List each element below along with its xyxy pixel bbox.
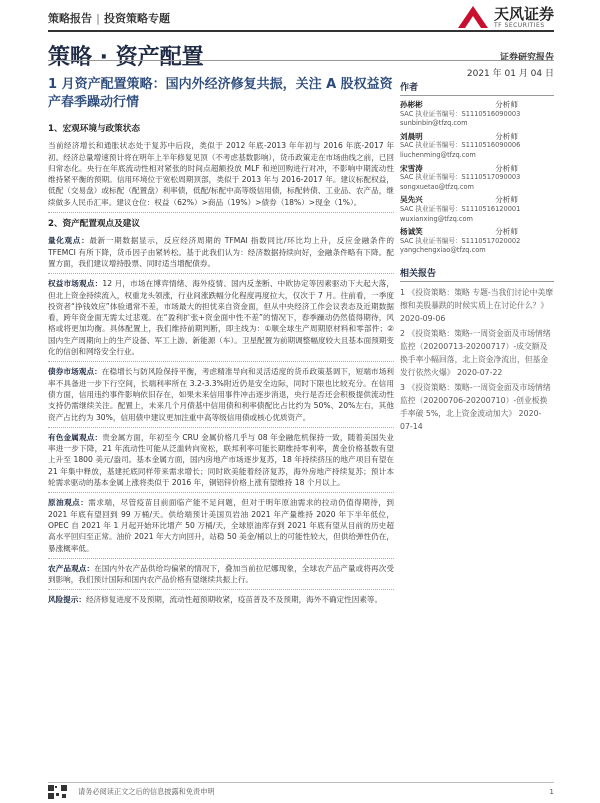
author-entry (400, 164, 554, 193)
lead-bond: 债券市场观点： (48, 367, 102, 377)
related-report-link[interactable]: 2 《投资策略：策略-一周资金面及市场情绪监控（20200713-20200717）-成交额及换手率小幅回落，北上资金净流出，但基金发行依然火爆》 2020-07-22 (400, 328, 551, 377)
text-oil: 需求端，尽管疫苗目前面临产能不足问题，但对于明年原油需求的拉动仍值得期待，到 2021 年底有望回到 99 万桶/天。供给端预计美国页岩油 2021 年产量维持 2020 年下半年低位，OPEC 自 2021 年 1 月起开始环比增产 50 万桶/天，全球原油库存到 2021 年底有望从目前的历史超高水平回归至正常。油价 2021 年大方向回升，站稳 50 美金/桶以上的可能性较大，但供给弹性仍在，暴涨概率低。 (48, 498, 395, 553)
text-agri: 在国内外农产品供给均偏紧的情况下，叠加当前拉尼娜现象，全球农产品产量或将再次受到影响，我们预计国际和国内农产品价格有望继续共振上行。 (48, 563, 395, 585)
author-entry (400, 195, 554, 224)
author-name: 孙彬彬 (400, 100, 423, 109)
page-number: 1 (549, 787, 554, 796)
author-role: 分析师 (495, 195, 518, 205)
text-risk: 经济修复进度不及预期，流动性超预期收紧，疫苗普及不及预期，海外不确定性因素等。 (85, 595, 383, 605)
author-email[interactable]: sunbinbin@tfzq.com (400, 119, 468, 128)
author-role: 分析师 (495, 131, 518, 141)
report-category: 策略报告 | 投资策略专题 (48, 12, 171, 25)
paragraph-equity (48, 278, 394, 357)
related-reports-heading: 相关报告 (400, 266, 554, 282)
paragraph-risk (48, 594, 394, 605)
report-subtitle: 1 月资产配置策略：国内外经济修复共振，关注 A 股权益资产春季躁动行情 (48, 77, 393, 110)
related-report-link[interactable]: 1 《投资策略：策略 专题-当我们讨论中美摩擦和美股暴跌的时候实质上在讨论什么？》 2020-09-06 (400, 287, 554, 323)
report-date: 2021 年 01 月 04 日 (466, 69, 554, 79)
logo-cn: 天风证券 (493, 4, 554, 23)
title-divider (48, 60, 554, 61)
subcategory-label: 投资策略专题 (104, 12, 171, 25)
author-role: 分析师 (495, 227, 518, 237)
lead-risk: 风险提示： (48, 595, 86, 605)
sidebar (400, 80, 554, 435)
tf-securities-logo (456, 4, 554, 30)
author-cert: SAC 执业证书编号：S1110516090006 (400, 141, 521, 150)
text-metals: 贵金属方面，年初至今 CRU 金属价格几乎与 08 年金融危机保持一致，随着美国失业率进一步下降，21 年流动性可能从泛滥转向宽松，联邦利率可能长期维持零利率，黄金价格基数有望上升至 1800 美元/盎司。基本金属方面，国内房地产市场逐步复苏，18 年持续挤压的地产项目有望在 21 年集中释放，基建托底同样带来需求增长；同时欧美能着经济复苏，海外房地产持续复苏；预计本轮需求驱动的基本金属上涨将类似于 2016 年，铜铝锌价格上涨有望维持 18 个月以上。 (48, 432, 395, 488)
author-name: 吴先兴 (400, 195, 423, 205)
section1-text: 当前经济增长和通胀状态处于复苏中后段，类似于 2012 年底-2013 年年初与 2016 年底-2017 年初。经济总量增速预计将在明年上半年修复见顶（不考虑基数影响），货币政策走在市场曲线之前，已回归常态化。央行在年底流动性相对紧张的时间点超额投放 MLF 和逆回购进行对冲，不影响中期流动性维持紧平衡的预期。信用环境位于宽松周期顶部，类似于 2013 年与 2016-2017 年。建议标配权益，低配（交易盘）或标配（配置盘）利率债，低配/标配中高等级信用债，标配转债、工业品、农产品，继续做多人民币汇率。建议仓位：权益（62%）>商品（19%）>债券（18%）>现金（1%）。 (48, 141, 394, 207)
paragraph-divider (48, 492, 394, 493)
section2-heading: 2、资产配置观点及建议 (48, 219, 140, 230)
author-cert: SAC 执业证书编号：S1110517020002 (400, 236, 521, 245)
section1-heading: 1、宏观环境与政策状态 (48, 124, 140, 134)
author-email[interactable]: songxuetao@tfzq.com (400, 182, 474, 191)
paragraph-divider (48, 273, 394, 274)
text-bond: 在稳增长与防风险保持平衡，考虑精准导向和灵活适度的货币政策基调下，短端市场利率不具备进一步下行空间，长端利率所在 3.2-3.3%附近仍是安全边际，同时下限也比较充分。在信用债方面，信用违约事件影响依旧存在，如果未来信用事件冲击逐步消退，央行是否还会积极提供流动性支持仍需继续关注。配置上，未来几个月债基中信用债和利率债配比占比约为 50%、20%左右，其他资产占比约为 30%，信用债中建议更加注重中高等级信用债或核心优质资产。 (48, 367, 395, 422)
author-email[interactable]: liuchenming@tfzq.com (400, 150, 476, 159)
paragraph-agri (48, 563, 394, 586)
authors-heading: 作者 (400, 80, 554, 96)
paragraph-metals (48, 432, 394, 488)
footer-divider (48, 782, 554, 783)
paragraph-divider (48, 427, 394, 428)
related-report-link[interactable]: 3 《投资策略：策略-一周资金面及市场情绪监控（20200706-20200710）-创业板换手率破 5%，北上资金波动加大》 2020-07-14 (400, 382, 551, 431)
paragraph-bond (48, 366, 394, 422)
text-quant: 最新一期数据显示，反应经济周期的 TFMAI 指数同比/环比均上升，反应金融条件的 TFEMCI 有所下降，货币因子由紧转松。基于此我们认为：经济数据持续向好，金融条件略有下降。配置方面，我们建议增持股票、同时适当增配债券。 (48, 236, 395, 268)
author-email[interactable]: yangchengxiao@tfzq.com (400, 246, 486, 255)
paragraph-divider (48, 361, 394, 362)
paragraph-divider (48, 589, 394, 590)
author-entry (400, 132, 554, 161)
lead-equity: 权益市场观点： (48, 279, 103, 289)
disclaimer-footer: 请务必阅读正文之后的信息披露和免责申明 (78, 787, 215, 796)
author-email[interactable]: wuxianxing@tfzq.com (400, 214, 473, 223)
author-entry (400, 227, 554, 256)
lead-quant: 量化观点： (48, 236, 90, 246)
author-name: 杨诚笑 (400, 227, 423, 237)
lead-metals: 有色金属观点： (48, 432, 103, 442)
author-cert: SAC 执业证书编号：S1110516090003 (400, 109, 521, 118)
logo-mark-icon (456, 4, 490, 30)
author-entry (400, 100, 554, 129)
author-name: 宋雪涛 (400, 163, 423, 173)
page-title: 策略 · 资产配置 (48, 45, 204, 70)
section-divider (48, 212, 394, 213)
paragraph-divider (48, 558, 394, 559)
author-role: 分析师 (495, 163, 518, 173)
category-label: 策略报告 (48, 12, 92, 25)
qr-code-icon (48, 784, 68, 798)
report-label: 证券研究报告 (499, 53, 554, 63)
paragraph-oil (48, 497, 394, 553)
author-cert: SAC 执业证书编号：S1110517090003 (400, 173, 521, 182)
lead-agri: 农产品观点： (48, 563, 95, 573)
main-content (48, 118, 394, 610)
author-name: 刘晨明 (400, 131, 423, 141)
logo-en: TF SECURITIES (493, 21, 545, 29)
lead-oil: 原油观点： (48, 498, 89, 508)
top-divider (48, 30, 554, 32)
author-role: 分析师 (495, 100, 518, 109)
author-cert: SAC 执业证书编号：S1110516120001 (400, 204, 521, 213)
text-equity: 12 月，市场在博弈情绪、海外疫情、国内反垄断、中欧协定等因素驱动下大起大落，但北上资金持续流入，权重龙头领涨，行业间涨跌幅分化程度再度拉大，仅次于 7 月。往前看，一季度投资者“挣钱效应”体验通常不差，市场最大的担忧来自资金面，但从中央经济工作会议表态及近期数据看，跨年资金面无需太过悲观。在“盈利扩张+资金面中性不差”的情况下，春季躁动仍然值得期待，风格或将更加均衡。具体配置上，我们维持前期判断，即主线为：①顺全球生产周期原材料和零部件；②国内生产周期向上的生产设备、军工上游、新能源（车）。卫星配置为前期调整幅度较大且基本面预期变化的信创和网络安全行业。 (48, 279, 394, 357)
paragraph-quant (48, 235, 394, 269)
